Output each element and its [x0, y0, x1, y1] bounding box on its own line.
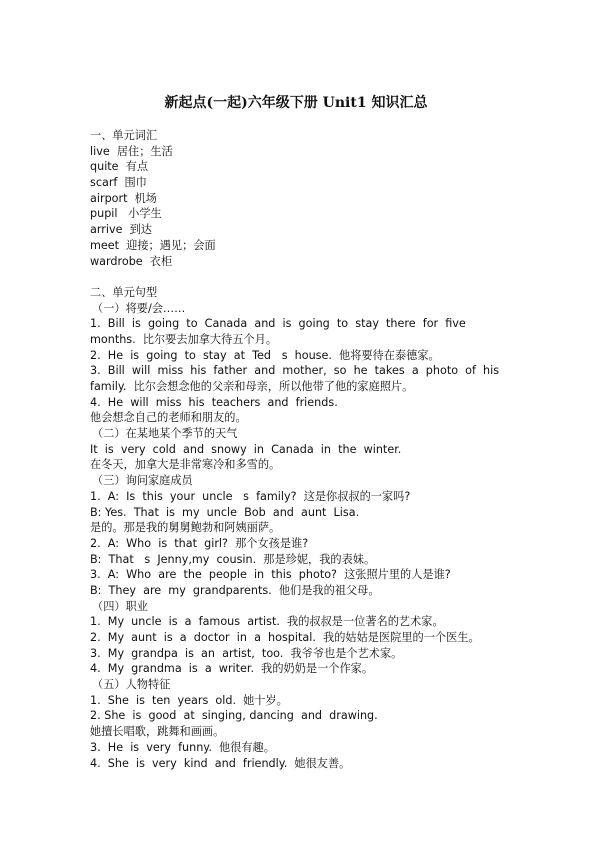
- sentence-line: 3. My grandpa is an artist, too. 我爷爷也是个艺术家。: [90, 646, 403, 660]
- sentence-line: 2. She is good at singing, dancing and drawing.: [90, 709, 378, 723]
- subsection-heading: （一）将要/会……: [92, 301, 186, 315]
- document-title: 新起点(一起)六年级下册 Unit1 知识汇总: [164, 95, 428, 111]
- sentence-line: 是的。那是我的舅舅鲍勃和阿姨丽萨。: [90, 521, 281, 535]
- sentence-line: 2. My aunt is a doctor in a hospital. 我的姑姑是医院里的一个医生。: [90, 631, 480, 644]
- section-heading-vocab: 一、单元词汇: [90, 129, 158, 142]
- sentence-line: 4. He will miss his teachers and friends.: [90, 395, 338, 409]
- sentence-line: 2. A: Who is that girl? 那个女孩是谁?: [90, 536, 309, 550]
- sentence-line: 4. My grandma is a writer. 我的奶奶是一个作家。: [90, 662, 374, 676]
- sentence-line: 3. He is very funny. 他很有趣。: [90, 740, 275, 754]
- vocab-item: live 居住；生活: [90, 144, 173, 158]
- sentence-line: 1. My uncle is a famous artist. 我的叔叔是一位著名的艺术家。: [90, 615, 444, 629]
- sentence-line: 1. Bill is going to Canada and is going to stay there for five: [90, 317, 466, 331]
- section-heading-sentences: 二、单元句型: [90, 285, 158, 299]
- vocab-section: [90, 128, 502, 269]
- sentence-line: 1. A: Is this your uncle s family? 这是你叔叔的一家吗?: [90, 489, 411, 503]
- subsection-heading: （三）询问家庭成员: [92, 474, 193, 488]
- vocab-item: wardrobe 衣柜: [90, 254, 173, 268]
- sentence-line: B: That s Jenny,my cousin. 那是珍妮，我的表妹。: [90, 552, 376, 566]
- vocab-item: quite 有点: [90, 160, 149, 174]
- sentence-line: 3. A: Who are the people in this photo? 这张照片里的人是谁?: [90, 568, 451, 582]
- vocab-item: scarf 围巾: [90, 176, 147, 190]
- sentence-line: 4. She is very kind and friendly. 她很友善。: [90, 756, 351, 770]
- sentence-line: 2. He is going to stay at Ted s house. 他将要待在泰德家。: [90, 348, 440, 362]
- sentence-line: 她擅长唱歌，跳舞和画画。: [90, 725, 225, 739]
- vocab-item: pupil 小学生: [90, 207, 162, 221]
- sentence-line: family. 比尔会想念他的父亲和母亲，所以他带了他的家庭照片。: [90, 380, 414, 393]
- sentence-line: 1. She is ten years old. 她十岁。: [90, 693, 288, 707]
- subsection-heading: （四）职业: [92, 599, 148, 613]
- sentence-line: months. 比尔要去加拿大待五个月。: [90, 332, 278, 346]
- sentence-line: 3. Bill will miss his father and mother, so he takes a photo of his: [90, 364, 500, 378]
- sentence-line: 在冬天，加拿大是非常寒冷和多雪的。: [90, 458, 281, 472]
- document-page: [90, 92, 502, 771]
- subsection-heading: （五）人物特征: [92, 678, 171, 692]
- vocab-item: airport 机场: [90, 191, 157, 205]
- sentence-line: 他会想念自己的老师和朋友的。: [90, 411, 247, 425]
- subsection-heading: （二）在某地某个季节的天气: [92, 427, 238, 441]
- spacer: [90, 269, 502, 285]
- vocab-item: arrive 到达: [90, 223, 152, 237]
- sentence-line: B: Yes. That is my uncle Bob and aunt Lisa.: [90, 505, 360, 519]
- vocab-item: meet 迎接；遇见；会面: [90, 238, 216, 252]
- sentences-section: [90, 285, 502, 771]
- sentence-line: B: They are my grandparents. 他们是我的祖父母。: [90, 583, 380, 597]
- sentence-line: It is very cold and snowy in Canada in the winter.: [90, 442, 402, 456]
